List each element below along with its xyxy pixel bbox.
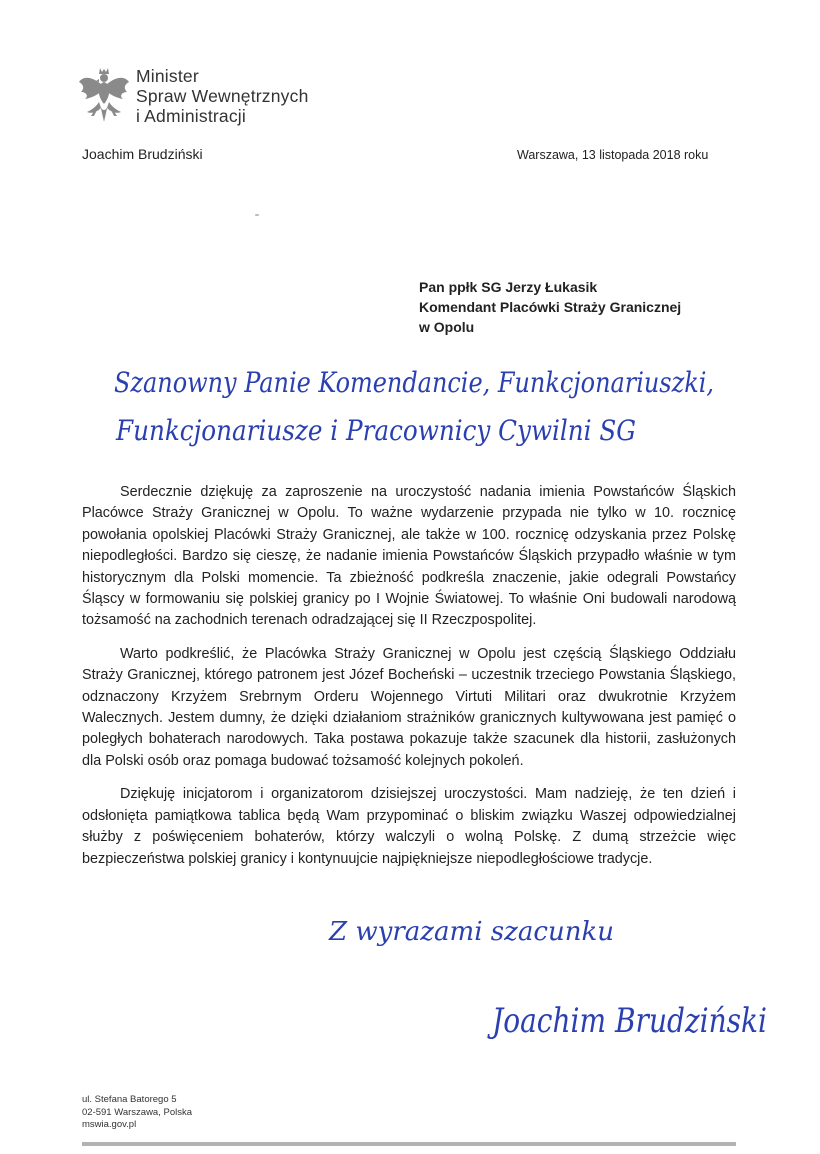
ministry-name [136,66,309,126]
handwritten-signature [488,990,773,1050]
author-name: Joachim Brudziński [82,146,203,162]
footer-rule [82,1142,736,1146]
recipient-line-2: Komendant Placówki Straży Granicznej [419,299,682,315]
recipient-line-3: w Opolu [419,319,475,335]
ministry-line-3: i Administracji [136,106,246,126]
ministry-line-2: Spraw Wewnętrznych [136,86,309,106]
salutation-line-2: Funkcjonariusze i Pracownicy Cywilni SG [115,414,636,447]
scan-speck [255,214,259,216]
closing-text: Z wyrazami szacunku [327,917,614,947]
ministry-line-1: Minister [136,66,199,86]
footer-website: mswia.gov.pl [82,1119,137,1130]
handwritten-closing [325,906,625,956]
letter-body [82,482,736,882]
body-paragraph-3: Dziękuję inicjatorom i organizatorom dzisiejszej uroczystości. Mam nadzieję, że ten dzień i odsłonięta pamiątkowa tablica będą Wam przypominać o bliskim związku Waszej odpowiedzialnej służby z poświęceniem bohaterów, którzy walczyli o wolną Polskę. Z dumą strzeżcie więc bezpieczeństwa polskiej granicy i kontynuujcie najpiękniejsze niepodległościowe tradycje. [82,786,736,867]
footer-address-line-1: ul. Stefana Batorego 5 [82,1094,177,1105]
body-paragraph-1: Serdecznie dziękuję za zaproszenie na uroczystość nadania imienia Powstańców Śląskich Placówce Straży Granicznej w Opolu. To ważne wydarzenie przypada nie tylko w 10. rocznicę powołania opolskiej Placówki Straży Granicznej, ale także w 100. rocznicę odzyskania przez Polskę niepodległości. Bardzo się cieszę, że nadanie imienia Powstańców Śląskich przypadło właśnie w tym historycznym dla Polski momencie. Ta zbieżność podkreśla znaczenie, jakie odegrali Powstańcy Śląscy w formowaniu się polskiej granicy po I Wojnie Światowej. To właśnie Oni budowali narodową tożsamość na zachodnich terenach odradzającej się II Rzeczpospolitej. [82,484,736,629]
letter-date: Warszawa, 13 listopada 2018 roku [517,148,709,162]
polish-eagle-emblem-icon [77,66,131,126]
recipient-line-1: Pan ppłk SG Jerzy Łukasik [419,279,598,295]
handwritten-salutation [110,360,750,460]
footer-address [82,1094,192,1132]
body-paragraph-2: Warto podkreślić, że Placówka Straży Granicznej w Opolu jest częścią Śląskiego Oddziału Straży Granicznej, którego patronem jest Józef Bocheński – uczestnik trzeciego Powstania Śląskiego, odznaczony Krzyżem Srebrnym Orderu Wojennego Virtuti Militari oraz dwukrotnie Krzyżem Walecznych. Jestem dumny, że dzięki działaniom strażników granicznych kultywowana jest pamięć o poległych bohaterach narodowych. Taka postawa pokazuje także szacunek dla historii, zasłużonych dla Polski osób oraz pomaga budować tożsamość kolejnych pokoleń. [82,645,736,769]
recipient-block [419,277,681,337]
salutation-line-1: Szanowny Panie Komendancie, Funkcjonariuszki, [114,366,714,399]
footer-address-line-2: 02-591 Warszawa, Polska [82,1106,193,1118]
signature-text: Joachim Brudziński [487,1001,767,1041]
